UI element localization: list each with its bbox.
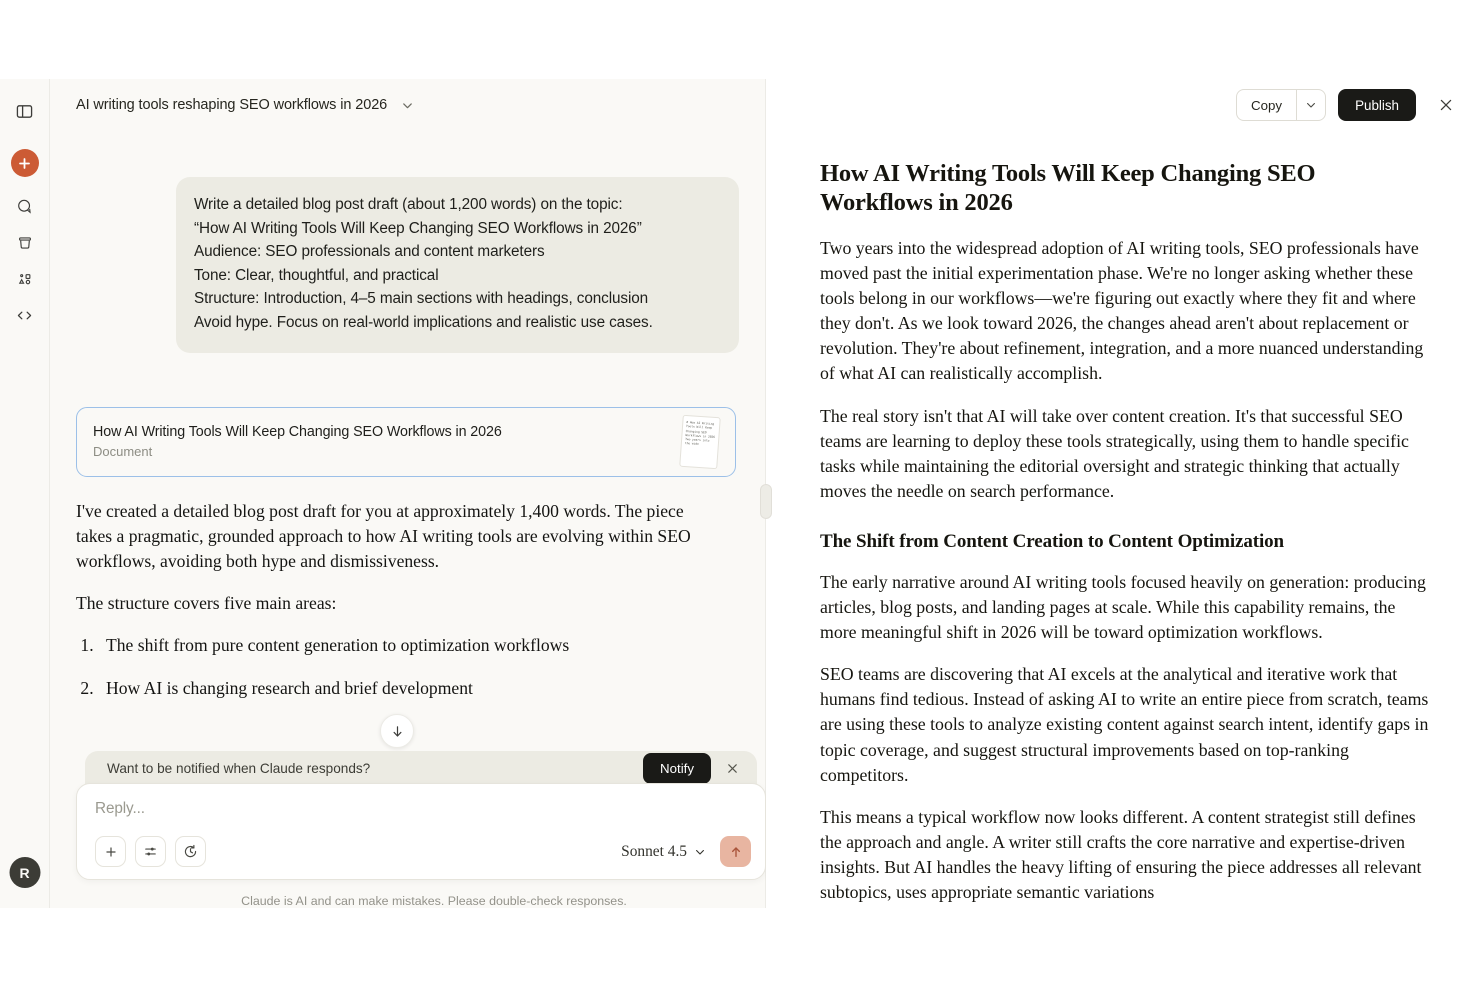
assistant-paragraph: I've created a detailed blog post draft for you at approximately 1,400 words. The piece takes a pragmatic, grounded approach to how AI writing tools are evolving within SEO workflows, avoiding both hype and dismissiveness. [76, 500, 691, 571]
document-paragraph: The real story isn't that AI will take over content creation. It's that successful SEO teams are learning to deploy these tools strategically, using them to handle specific tasks while maintaining the editorial oversight and strategic thinking that actually moves the needle on search performance. [820, 405, 1409, 501]
copy-button[interactable]: Copy [1237, 90, 1297, 120]
chat-header [50, 79, 765, 131]
history-clock-icon[interactable] [175, 836, 206, 867]
assistant-paragraph: The structure covers five main areas: [76, 592, 337, 613]
settings-sliders-icon[interactable] [135, 836, 166, 867]
document-paragraph: SEO teams are discovering that AI excels at the analytical and iterative work that humans find tedious. Instead of asking AI to write an entire piece from scratch, teams are using these tools to analyze existing content against search intent, identify gaps in topic coverage, and suggest structural improvements based on top-ranking competitors. [820, 664, 1429, 785]
document-paragraph: The early narrative around AI writing tools focused heavily on generation: producing articles, blog posts, and landing pages at scale. While this capability remains, the more meaningful shift in 2026 will be toward optimization workflows. [820, 571, 1426, 643]
close-icon[interactable] [719, 755, 745, 781]
composer[interactable] [76, 783, 766, 880]
document-heading: The Shift from Content Creation to Content Optimization [820, 530, 1285, 552]
page-title: How AI Writing Tools Will Keep Changing SEO Workflows in 2026 [820, 160, 1316, 216]
copy-button-group [1236, 89, 1326, 121]
app-window [0, 79, 1480, 908]
scroll-to-bottom-button[interactable] [380, 714, 414, 748]
avatar[interactable]: R [9, 857, 40, 888]
left-rail [0, 79, 50, 908]
document-body[interactable] [766, 131, 1480, 908]
model-selector-label: Sonnet 4.5 [621, 842, 687, 860]
close-icon[interactable] [1432, 91, 1460, 119]
panel-toggle-icon[interactable] [9, 95, 41, 127]
new-chat-icon[interactable] [11, 149, 39, 177]
assistant-list [98, 633, 698, 701]
model-selector[interactable] [621, 843, 706, 861]
composer-area [50, 751, 765, 908]
user-message-bubble: Write a detailed blog post draft (about 1,200 words) on the topic: “How AI Writing Tools Will Keep Changing SEO Workflows in 2026” Audience: SEO professionals and content marketers Tone: Clear, thoughtful, and practical Structure: Introduction, 4–5 main sections with headings, conclusion Avoid hype. Focus on real-world implications and realistic use cases. [176, 177, 739, 353]
assistant-message [76, 499, 698, 701]
notify-button[interactable]: Notify [643, 753, 711, 784]
chevron-down-icon[interactable] [401, 99, 414, 112]
composer-toolbar [95, 836, 751, 867]
artifacts-icon[interactable] [9, 263, 41, 295]
publish-button[interactable]: Publish [1338, 89, 1416, 121]
artifact-card-text [93, 424, 681, 459]
panel-resize-handle[interactable] [760, 484, 772, 519]
list-item: 2. How AI is changing research and brief development [98, 676, 698, 701]
document-panel [766, 79, 1480, 908]
send-button[interactable] [720, 836, 751, 867]
document-paragraph: Two years into the widespread adoption of AI writing tools, SEO professionals have moved past the initial experimentation phase. We're no longer asking whether these tools belong in our workflows—we're figuring out exactly where they fit and where they don't. As we look toward 2026, the changes ahead aren't about replacement or revolution. They're about refinement, integration, and a more nuanced understanding of what AI can realistically accomplish. [820, 238, 1424, 384]
attach-plus-icon[interactable] [95, 836, 126, 867]
chevron-down-icon[interactable] [1297, 90, 1325, 120]
document-toolbar [766, 79, 1480, 131]
artifact-title: How AI Writing Tools Will Keep Changing SEO Workflows in 2026 [93, 424, 502, 441]
notify-banner-text: Want to be notified when Claude responds? [107, 760, 371, 776]
document-paragraph: This means a typical workflow now looks different. A content strategist still defines the approach and angle. A writer still crafts the core narrative and expertise-driven insights. But AI handles the heavy lifting of ensuring the piece addresses all relevant subtopics, uses appropriate semantic variations [820, 806, 1422, 902]
artifact-card[interactable] [76, 407, 736, 477]
chat-title: AI writing tools reshaping SEO workflows in 2026 [76, 97, 388, 113]
code-icon[interactable] [9, 299, 41, 331]
list-item: 1. The shift from pure content generation to optimization workflows [98, 633, 698, 658]
disclaimer-text: Claude is AI and can make mistakes. Please double-check responses. [241, 894, 627, 908]
artifact-subtitle: Document [93, 444, 153, 460]
projects-icon[interactable] [9, 227, 41, 259]
chat-bubble-icon[interactable] [9, 191, 41, 223]
chat-column [50, 79, 766, 908]
artifact-thumbnail: # How AI Writing Tools Will Keep Changing SEO Workflows in 2026 Two years into the wide [679, 414, 721, 469]
reply-input[interactable]: Reply... [95, 800, 145, 817]
chat-scroll-area[interactable] [50, 131, 765, 751]
